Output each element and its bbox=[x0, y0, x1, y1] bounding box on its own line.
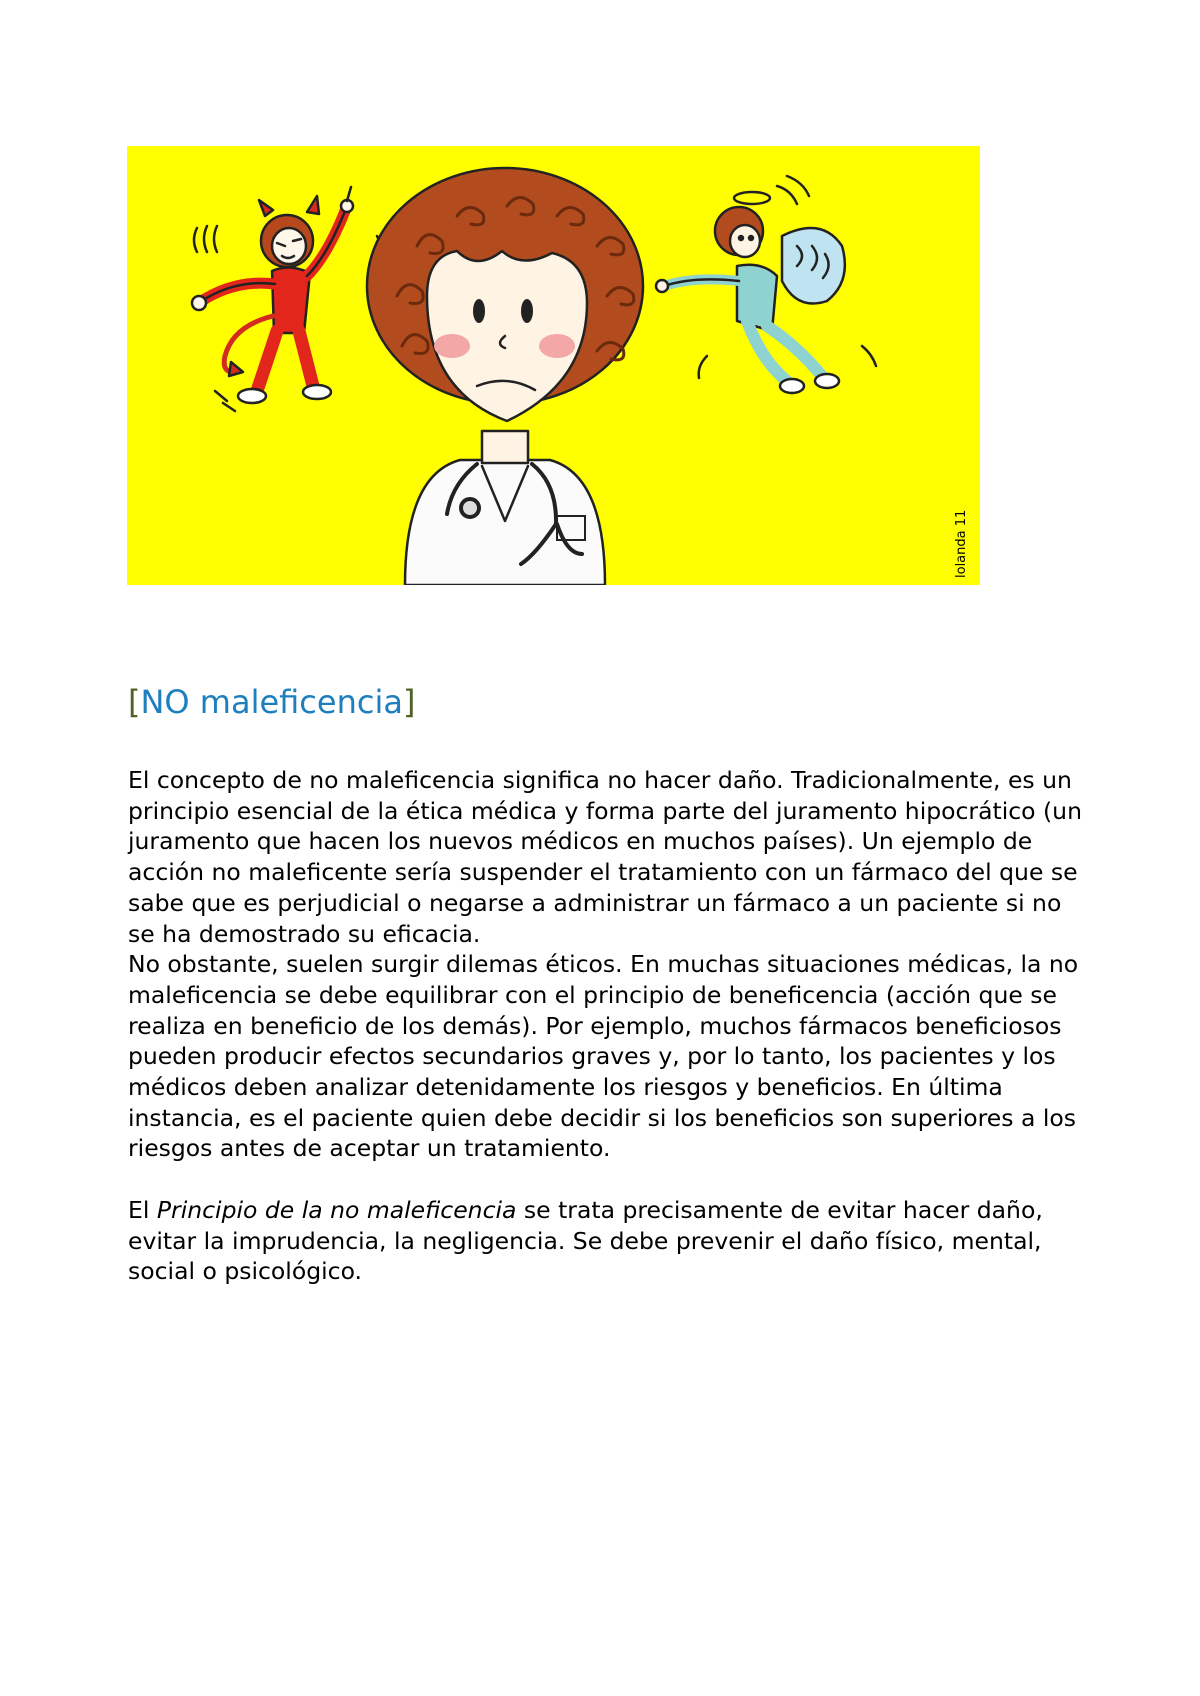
paragraph-definition: El concepto de no maleficencia significa no hacer daño. Tradicionalmente, es un principio esencial de la ética médica y forma parte del juramento hipocrático (un juramento que hacen los nuevos médicos en muchos países). Un ejemplo de acción no maleficente sería suspender el tratamiento con un fármaco del que se sabe que es perjudicial o negarse a administrar un fármaco a un paciente si no se ha demostrado su eficacia. bbox=[128, 766, 1082, 948]
illustration-signature: lolanda 11 bbox=[954, 509, 969, 578]
heading-bracket-close: ] bbox=[402, 683, 416, 721]
paragraph-gap bbox=[128, 1164, 1088, 1195]
principle-prefix: El bbox=[128, 1195, 157, 1224]
cartoon-illustration bbox=[127, 146, 980, 585]
paragraph-dilemmas: No obstante, suelen surgir dilemas éticos. En muchas situaciones médicas, la no maleficencia se debe equilibrar con el principio de beneficencia (acción que se realiza en beneficio de los demás). Por ejemplo, muchos fármacos beneficiosos pueden producir efectos secundarios graves y, por lo tanto, los pacientes y los médicos deben analizar detenidamente los riesgos y beneficios. En última instancia, es el paciente quien debe decidir si los beneficios son superiores a los riesgos antes de aceptar un tratamiento. bbox=[128, 950, 1079, 1163]
principle-name: Principio de la no maleficencia bbox=[156, 1195, 517, 1224]
body-text bbox=[128, 765, 1088, 1287]
illustration-canvas bbox=[127, 146, 980, 585]
heading-title: NO maleficencia bbox=[140, 683, 403, 721]
paragraph-principle bbox=[128, 1195, 1088, 1287]
heading-bracket-open: [ bbox=[128, 683, 141, 721]
section-heading bbox=[128, 682, 415, 722]
principle-description: se trata precisamente de evitar hacer daño, evitar la imprudencia, la negligencia. Se debe prevenir el daño físico, mental, social o psicológico. bbox=[128, 1195, 1043, 1286]
